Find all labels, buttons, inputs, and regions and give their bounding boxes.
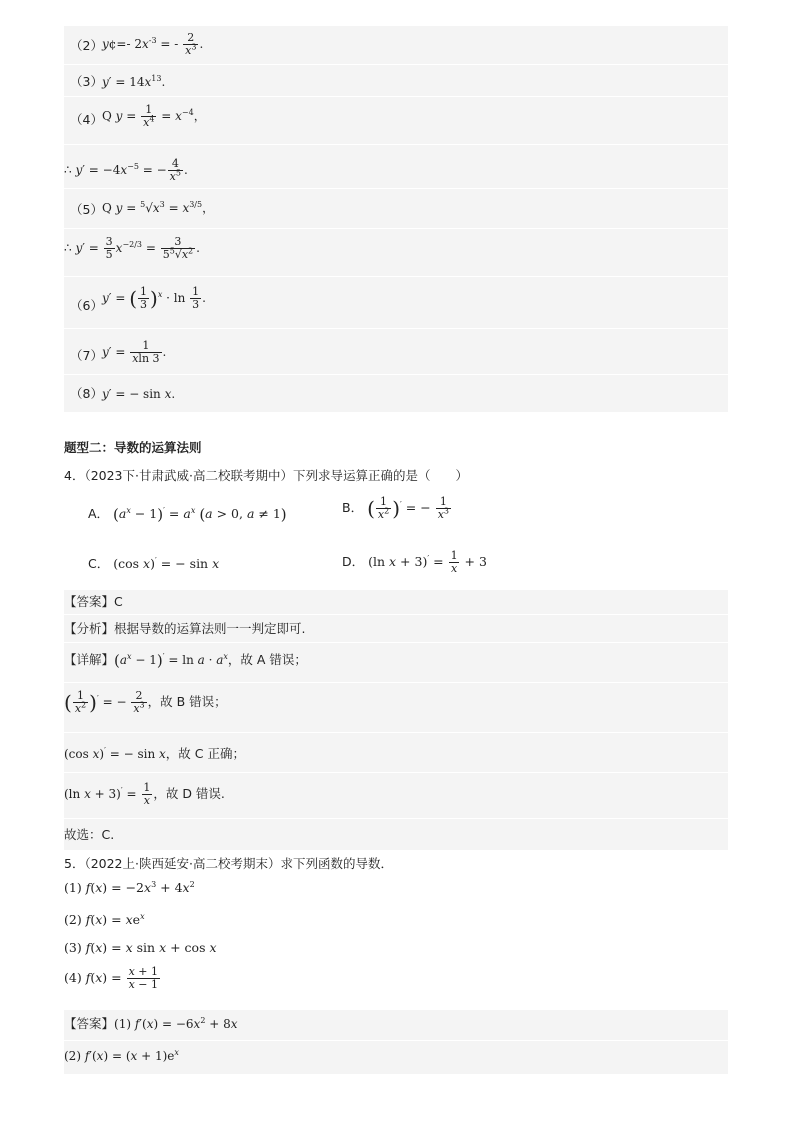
q5-item-1: (1) $f(x) = -2x^3 + 4x^2$ <box>64 879 195 895</box>
option-d[interactable]: D． (ln x + 3)′ = $\frac{1}{x}$ + 3 <box>342 549 487 575</box>
conclusion-row <box>64 824 728 846</box>
detail-row-2: ( $\frac{1}{x^2}$ )′ = − $\frac{2}{x^3}$ ，故 B 错误； <box>64 686 728 733</box>
solution-formula: y′ = $\frac{1}{xln 3}$ . <box>102 339 167 365</box>
solution-label: （4） <box>70 112 103 127</box>
solution-line-6 <box>64 282 728 329</box>
analysis-tag: 【分析】 <box>64 621 115 636</box>
q5-item-4: (4) f(x) = $\frac{x + 1}{x - 1}$ <box>64 965 159 991</box>
analysis-row <box>64 616 728 643</box>
solution-label: （7） <box>70 348 103 363</box>
solution-formula: ∴ y′ = $\frac{3}{5}$ $x^{-2/3}$ = $\frac{3}{5^5√x^2}$ . <box>64 235 200 261</box>
solution-formula: Q $y = ^5√x^3 = x^{3/5}$， <box>102 200 215 215</box>
solution-line-4b <box>64 148 728 189</box>
q5-answer-row-1: 【答案】(1) $f'(x) = -6x^2 + 8x$ <box>64 1010 728 1041</box>
solution-line-5 <box>64 192 728 229</box>
answer-tag: 【答案】 <box>64 1016 115 1031</box>
solution-line-8 <box>64 382 728 408</box>
q5-answer-row-2: (2) $f'(x) = (x + 1)e^x$ <box>64 1048 179 1063</box>
solution-label: （5） <box>70 202 103 217</box>
solution-label: （2） <box>70 38 103 53</box>
solution-line-2 <box>64 30 728 65</box>
q5-item-3: (3) f(x) = x sin x + cos x <box>64 940 217 955</box>
detail-row-3: (cos x)′ = − sin x，故 C 正确； <box>64 738 728 773</box>
answer-value: C <box>114 594 123 609</box>
question-4-stem: 4．（2023下·甘肃武威·高二校联考期中）下列求导运算正确的是（ ） <box>64 468 468 483</box>
solution-formula: Q y = $\frac{1}{x^4}$ = $x^{-4}$， <box>102 103 206 129</box>
solution-label: （6） <box>70 298 103 313</box>
solution-formula: ∴ $y' = -4x^{-5}$ = − $\frac{4}{x^5}$ . <box>64 157 188 183</box>
solution-line-3 <box>64 66 728 97</box>
solution-formula: y¢=- $2x^{-3}$ = - $\frac{2}{x^3}$ . <box>102 31 204 57</box>
solution-formula: y′ = ( $\frac{1}{3}$ )$^x$ · ln $\frac{1}{3}$ . <box>102 285 206 311</box>
option-a[interactable]: A． $(a^x - 1)' = a^x$ (a > 0, a ≠ 1) <box>88 505 287 524</box>
q5-item-2: (2) $f(x) = xe^x$ <box>64 911 145 927</box>
solution-label: （8） <box>70 386 103 401</box>
option-c[interactable]: C． (cos x)′ = − sin x <box>88 555 220 571</box>
solution-line-4 <box>64 100 728 145</box>
solution-formula: $y' = 14x^{13}$. <box>102 74 166 89</box>
detail-row-1: 【详解】$(a^x - 1)' = \ln a \cdot a^x$，故 A 错误； <box>64 646 728 683</box>
answer-tag: 【答案】 <box>64 594 115 609</box>
conclusion-text: 故选：C. <box>64 827 115 842</box>
question-5-stem: 5．（2022上·陕西延安·高二校考期末）求下列函数的导数． <box>64 856 393 871</box>
detail-tag: 【详解】 <box>64 652 115 667</box>
solution-line-5b <box>64 232 728 277</box>
detail-row-4: (ln x + 3)′ = $\frac{1}{x}$ ，故 D 错误. <box>64 778 728 819</box>
answer-row <box>64 590 728 615</box>
solution-line-7 <box>64 336 728 375</box>
solution-label: （3） <box>70 74 103 89</box>
section-title: 题型二：导数的运算法则 <box>64 440 202 455</box>
option-b[interactable]: B． ( $\frac{1}{x^2}$ )′ = − $\frac{1}{x^3}$ <box>342 495 450 521</box>
analysis-text: 根据导数的运算法则一一判定即可. <box>114 621 306 636</box>
solution-formula: y′ = − sin x. <box>102 387 176 401</box>
